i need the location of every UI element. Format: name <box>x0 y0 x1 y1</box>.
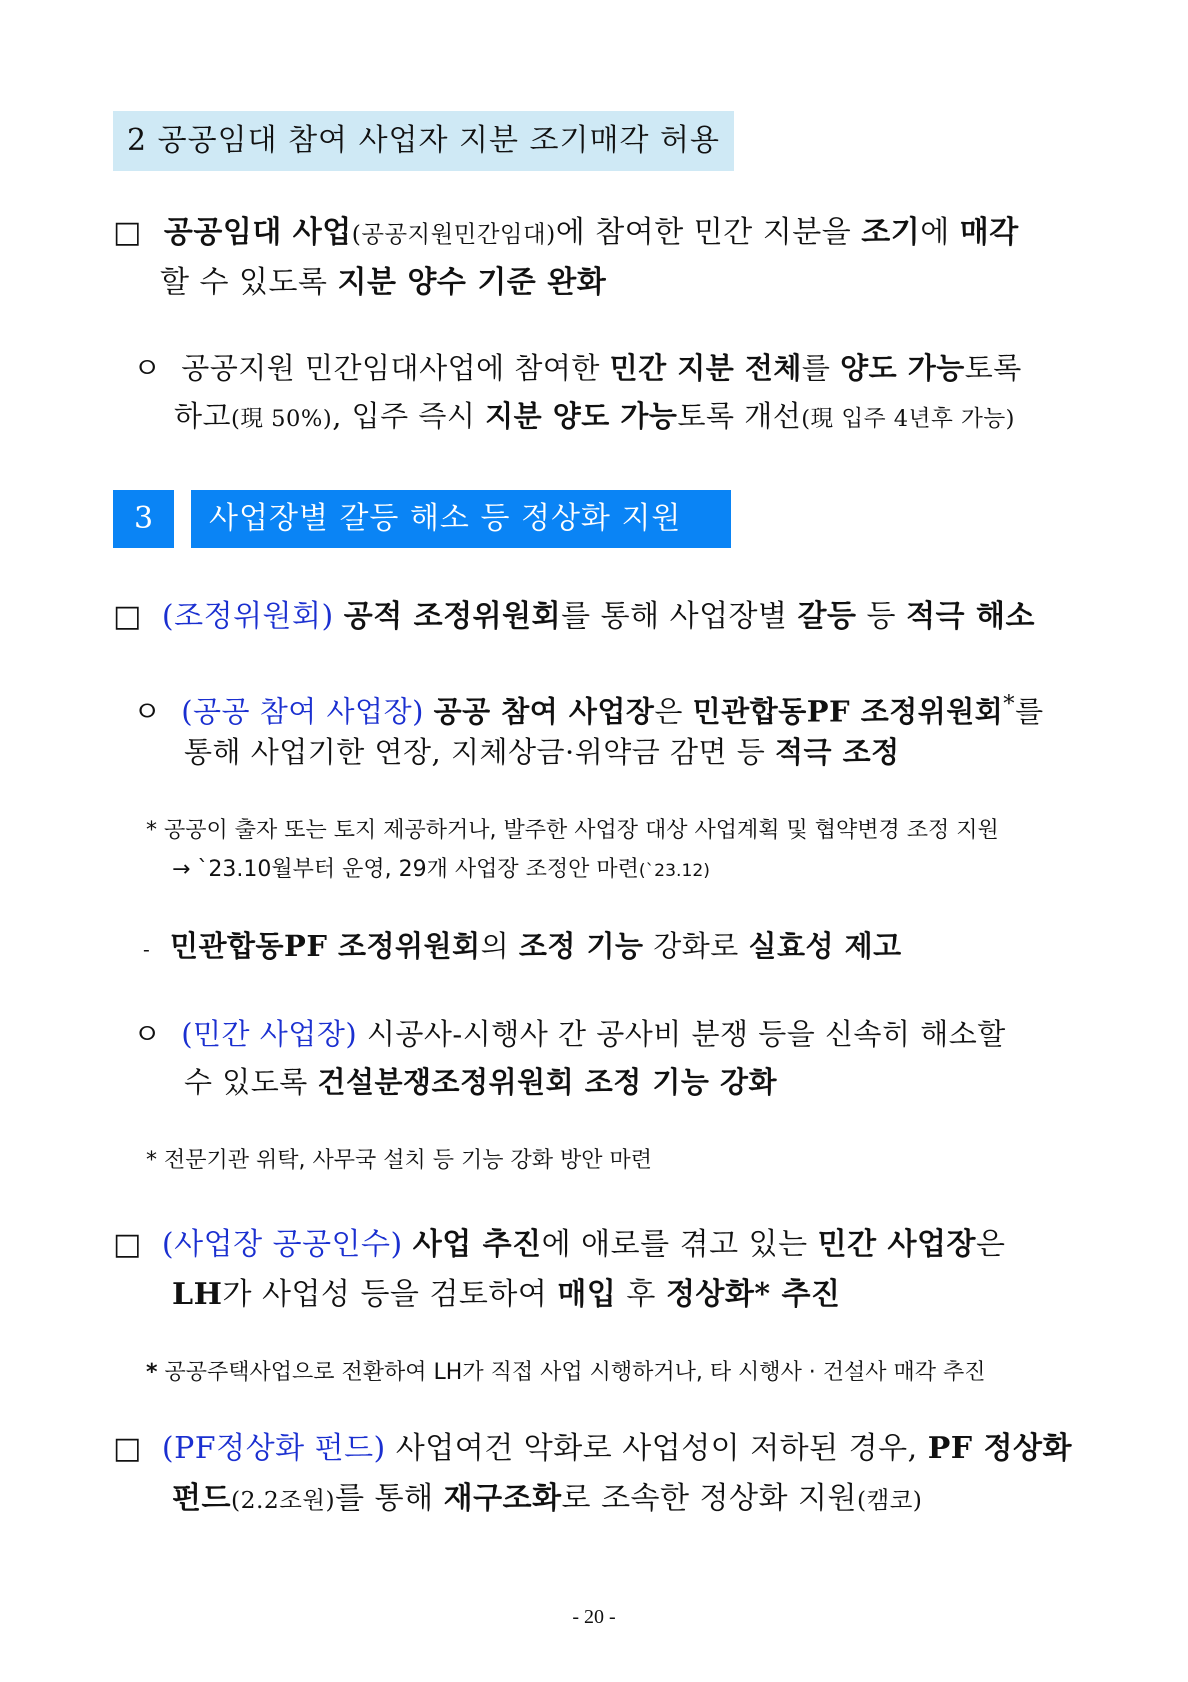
note-2-star: * <box>146 1148 157 1173</box>
item-1-sub-i: 지분 양도 가능 <box>485 399 678 433</box>
note-1-line-2-a: → `23.10월부터 운영, 29개 사업장 조정안 마련 <box>172 857 639 882</box>
item-2-sub-2-b: 시공사-시행사 간 공사비 분쟁 등을 신속히 해소할 <box>357 1017 1006 1051</box>
item-2-sub-1-g: 적극 조정 <box>775 735 900 769</box>
item-1-sub-d: 양도 가능 <box>840 351 965 385</box>
item-1-sub-g: (現 50%) <box>231 406 333 432</box>
item-3 <box>113 1220 1005 1270</box>
item-1-text-f: 매각 <box>959 215 1019 250</box>
item-2-sub-1-e: 를 <box>1015 694 1044 729</box>
item-2-sub-1-tag: (공공 참여 사업장) <box>181 694 424 729</box>
section-2-title: 2 공공임대 참여 사업자 지분 조기매각 허용 <box>127 123 720 158</box>
note-1-line-2-b: (`23.12) <box>638 861 710 881</box>
note-2 <box>146 1142 652 1180</box>
note-1 <box>146 812 999 850</box>
item-4-line-2 <box>172 1474 922 1525</box>
item-2-c: 를 통해 사업장별 <box>561 599 798 634</box>
note-3 <box>146 1354 986 1392</box>
section-3-number: 3 <box>113 490 174 548</box>
item-4-g: 재구조화 <box>443 1481 562 1516</box>
item-3-e: 은 <box>975 1227 1006 1262</box>
item-2-dash-c: 조정 기능 <box>518 929 644 963</box>
item-2-dash-a: 민관합동PF 조정위원회 <box>169 929 481 963</box>
item-1-text-a: 공공임대 사업 <box>163 215 352 250</box>
item-2-d: 갈등 <box>797 599 857 634</box>
item-2-f: 적극 해소 <box>906 599 1035 634</box>
item-1-sub-line-2 <box>174 392 1015 443</box>
item-2 <box>113 592 1035 642</box>
square-bullet: □ <box>113 599 142 634</box>
item-2-tag: (조정위원회) <box>161 599 334 634</box>
item-2-a <box>334 599 344 634</box>
item-2-b: 공적 조정위원회 <box>343 599 562 634</box>
item-3-f: LH <box>172 1277 223 1312</box>
item-4-c: PF 정상화 <box>927 1431 1072 1466</box>
item-1-sub-j: 토록 개선 <box>677 399 802 433</box>
item-1-sub-k: (現 입주 4년후 가능) <box>801 406 1015 432</box>
item-1-sub <box>133 344 1022 392</box>
item-1-text-g: 할 수 있도록 <box>160 265 338 300</box>
item-3-g: 가 사업성 등을 검토하여 <box>222 1277 558 1312</box>
item-2-dash-d: 강화로 <box>643 929 749 963</box>
item-1-text-h: 지분 양수 기준 완화 <box>337 265 607 300</box>
item-1-line-2 <box>160 258 606 308</box>
note-3-star: * <box>146 1360 158 1385</box>
item-3-c: 에 애로를 겪고 있는 <box>541 1227 818 1262</box>
item-2-dash-e: 실효성 제고 <box>748 929 902 963</box>
item-3-i: 후 <box>616 1277 666 1312</box>
square-bullet: □ <box>113 1227 142 1262</box>
section-2-header <box>113 111 734 171</box>
square-bullet: □ <box>113 215 142 250</box>
item-1-sub-f: 하고 <box>174 399 232 433</box>
item-2-sub-1-line-2 <box>184 728 900 776</box>
item-2-sub-2-line-2 <box>184 1058 777 1106</box>
item-3-d: 민간 사업장 <box>817 1227 976 1262</box>
item-2-sub-2-d: 건설분쟁조정위원회 조정 기능 강화 <box>317 1065 777 1099</box>
section-3-title: 사업장별 갈등 해소 등 정상화 지원 <box>191 490 731 548</box>
circle-bullet: ㅇ <box>133 351 162 385</box>
item-1-text-b: (공공지원민간임대) <box>351 220 556 248</box>
item-3-line-2 <box>172 1270 840 1320</box>
note-1-line-2 <box>172 851 710 890</box>
item-3-h: 매입 <box>557 1277 617 1312</box>
item-1-sub-a: 공공지원 민간임대사업에 참여한 <box>181 351 610 385</box>
item-1-sub-e: 토록 <box>964 351 1022 385</box>
note-3-text: 공공주택사업으로 전환하여 LH가 직접 사업 시행하거나, 타 시행사 · 건설사 매각 추진 <box>164 1360 986 1385</box>
item-1-text-d: 조기 <box>861 215 921 250</box>
item-2-sub-1-c: 은 <box>654 694 693 729</box>
item-1-sub-h: , 입주 즉시 <box>332 399 486 433</box>
note-1-star: * <box>146 818 157 843</box>
item-3-j: 정상화* 추진 <box>665 1277 841 1312</box>
item-1-text-e: 에 <box>920 215 960 250</box>
note-1-line-1: 공공이 출자 또는 토지 제공하거나, 발주한 사업장 대상 사업계획 및 협약변경 조정 지원 <box>164 818 999 843</box>
item-2-sub-1-f: 통해 사업기한 연장, 지체상금·위약금 감면 등 <box>184 735 775 769</box>
item-1-text-c: 에 참여한 민간 지분을 <box>555 215 862 250</box>
item-4-b: 사업여건 악화로 사업성이 저하된 경우, <box>385 1431 928 1466</box>
item-4-i: (캠코) <box>856 1486 923 1514</box>
square-bullet: □ <box>113 1431 142 1466</box>
item-4-d: 펀드 <box>172 1481 231 1516</box>
circle-bullet: ㅇ <box>133 1017 162 1051</box>
item-4-h: 로 조속한 정상화 지원 <box>561 1481 857 1516</box>
item-2-sub-1-d: 민관합동PF 조정위원회 <box>692 694 1004 729</box>
circle-bullet: ㅇ <box>133 694 162 729</box>
item-4 <box>113 1424 1072 1474</box>
item-1-sub-c: 를 <box>801 351 841 385</box>
item-2-sub-2-tag: (민간 사업장) <box>181 1017 358 1051</box>
item-3-b: 사업 추진 <box>412 1227 542 1262</box>
item-1-sub-b: 민간 지분 전체 <box>609 351 802 385</box>
item-3-tag: (사업장 공공인수) <box>161 1227 403 1262</box>
item-1 <box>113 208 1019 259</box>
item-2-e: 등 <box>856 599 907 634</box>
item-4-tag: (PF정상화 펀드) <box>161 1431 386 1466</box>
page-number: - 20 - <box>572 1606 616 1628</box>
dash-bullet: - <box>143 937 151 961</box>
item-2-dash <box>143 922 902 973</box>
item-4-f: 를 통해 <box>335 1481 444 1516</box>
item-2-sub-1-star: * <box>1003 691 1016 717</box>
note-2-text: 전문기관 위탁, 사무국 설치 등 기능 강화 방안 마련 <box>164 1148 652 1173</box>
item-2-sub-2 <box>133 1010 1006 1058</box>
item-4-e: (2.2조원) <box>230 1486 336 1514</box>
item-2-sub-2-c: 수 있도록 <box>184 1065 318 1099</box>
item-2-sub-1-b: 공공 참여 사업장 <box>433 694 655 729</box>
item-2-dash-b: 의 <box>480 929 519 963</box>
